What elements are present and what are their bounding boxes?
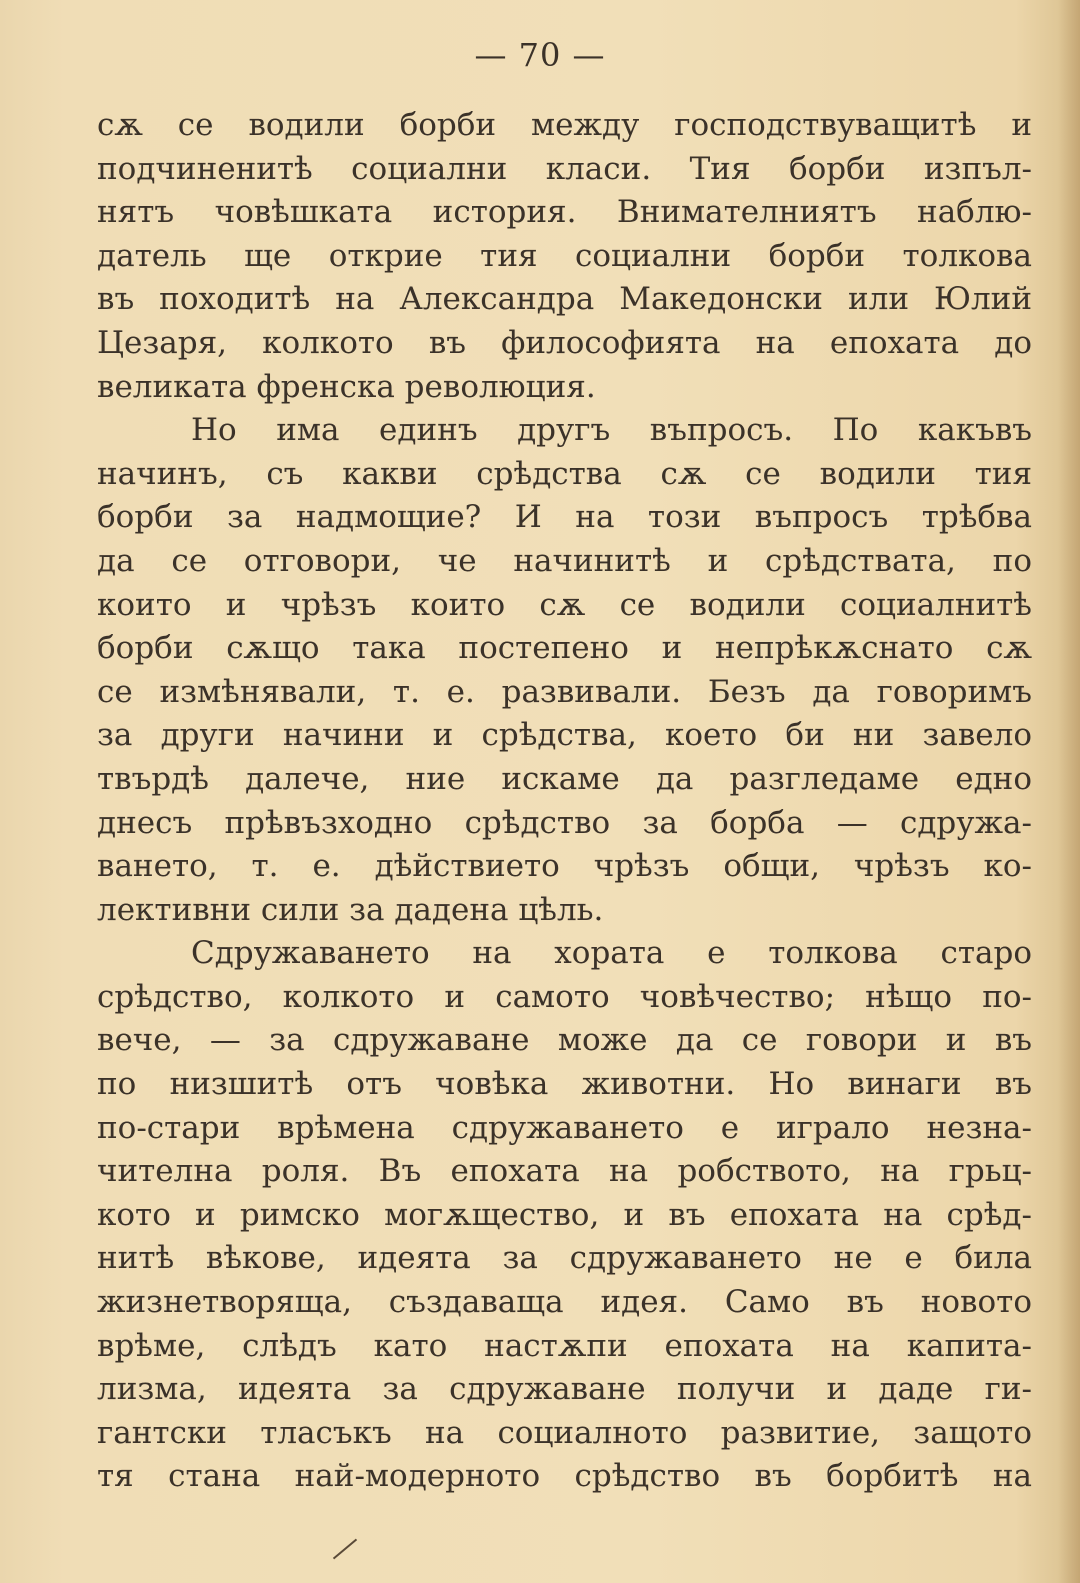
text-segment: нитѣ вѣкове, идеята за сдружаването не е била bbox=[97, 1240, 1032, 1277]
text-segment: великата френска революция. bbox=[97, 368, 596, 405]
text-line bbox=[97, 1150, 1032, 1194]
text-segment: които и чрѣзъ които сѫ се водили социалнитѣ bbox=[97, 586, 1032, 623]
text-segment: чителна роля. Въ епохата на робството, на грьц- bbox=[97, 1153, 1032, 1190]
text-line bbox=[97, 714, 1032, 758]
text-line bbox=[97, 758, 1032, 802]
text-segment: твърдѣ далече, ние искаме да разгледаме едно bbox=[97, 760, 1032, 797]
text-segment: сили за дадена цѣль. bbox=[251, 891, 604, 928]
text-segment: тя стана най-модерното срѣдство въ борбитѣ на bbox=[97, 1458, 1032, 1495]
text-segment: сѫ се водили тия bbox=[621, 455, 1032, 492]
text-segment: днесъ прѣвъзходно срѣдство за борба — bbox=[97, 804, 900, 841]
text-segment: Но има единъ другъ въпросъ. По какъвъ bbox=[191, 412, 1032, 449]
text-line bbox=[97, 845, 1032, 889]
text-line bbox=[97, 322, 1032, 366]
emphasized-text: срѣдства bbox=[476, 455, 622, 492]
body-text bbox=[97, 104, 1032, 1499]
text-line bbox=[97, 1194, 1032, 1238]
text-segment: сѫ се водили борби между господствуващитѣ и bbox=[97, 107, 1032, 143]
text-segment: Сдружаването на хората е толкова старо bbox=[191, 935, 1032, 972]
text-segment: срѣдство, колкото и самото човѣчество; нѣщо по- bbox=[97, 978, 1032, 1015]
text-line bbox=[97, 453, 1032, 497]
text-line bbox=[97, 191, 1032, 235]
emphasized-text: ването bbox=[97, 848, 208, 885]
text-line bbox=[97, 1455, 1032, 1499]
text-line bbox=[97, 976, 1032, 1020]
text-segment: идеята за сдружаване получи и даде ги- bbox=[206, 1371, 1032, 1408]
text-line bbox=[97, 278, 1032, 322]
text-line bbox=[97, 1325, 1032, 1369]
text-line bbox=[97, 1281, 1032, 1325]
text-segment: да се отговори, че начинитѣ и срѣдствата, по bbox=[97, 542, 1032, 579]
emphasized-text: начинъ bbox=[97, 455, 218, 492]
text-line bbox=[97, 235, 1032, 279]
text-line bbox=[97, 1063, 1032, 1107]
text-segment: , съ какви bbox=[217, 455, 477, 492]
text-segment: по-стари врѣмена сдружаването е играло незна- bbox=[97, 1109, 1032, 1146]
text-line bbox=[97, 496, 1032, 540]
text-segment: борби за надмощие? И на този въпросъ трѣбва bbox=[97, 499, 1032, 536]
text-segment: борби сѫщо така постепено и непрѣкѫснато сѫ bbox=[97, 630, 1032, 667]
text-line bbox=[97, 540, 1032, 584]
emphasized-text: жизнетворяща, създаваща bbox=[97, 1284, 564, 1321]
emphasized-text: ко- bbox=[983, 848, 1032, 885]
text-segment: Цезаря, колкото въ философията на епохата до bbox=[97, 324, 1032, 361]
text-line bbox=[97, 1412, 1032, 1456]
emphasized-text: общи bbox=[723, 848, 811, 885]
emphasized-text: капита- bbox=[906, 1327, 1032, 1364]
text-segment: подчиненитѣ социални класи. Тия борби изпъл- bbox=[97, 150, 1032, 187]
text-segment: врѣме, слѣдъ като настѫпи епохата на bbox=[97, 1327, 907, 1364]
text-line bbox=[97, 1237, 1032, 1281]
text-line bbox=[97, 584, 1032, 628]
pencil-mark bbox=[333, 1539, 357, 1560]
text-line bbox=[97, 627, 1032, 671]
text-segment: кото и римско могѫщество, и въ епохата на срѣд- bbox=[97, 1196, 1032, 1233]
text-line bbox=[97, 802, 1032, 846]
text-segment: въ походитѣ на Александра Македонски или Юлий bbox=[97, 281, 1032, 318]
text-line bbox=[97, 1019, 1032, 1063]
text-segment: идея. Само въ новото bbox=[563, 1284, 1032, 1321]
text-line bbox=[97, 1368, 1032, 1412]
emphasized-text: лективни bbox=[97, 891, 252, 928]
emphasized-text: сдружа- bbox=[899, 804, 1032, 841]
text-segment: вече, — за сдружаване може да се говори и въ bbox=[97, 1022, 1032, 1059]
text-segment: по низшитѣ отъ човѣка животни. Но винаги въ bbox=[97, 1066, 1032, 1103]
text-line bbox=[97, 671, 1032, 715]
page-number: — 70 — bbox=[474, 36, 606, 74]
text-segment: нятъ човѣшката история. Внимателниятъ наблю- bbox=[97, 194, 1032, 231]
text-segment: за други начини и срѣдства, което би ни завело bbox=[97, 717, 1032, 754]
emphasized-text: лизма, bbox=[97, 1371, 207, 1408]
text-line bbox=[97, 104, 1032, 148]
text-segment: датель ще открие тия социални борби толкова bbox=[97, 237, 1032, 274]
page-edge-shadow bbox=[1058, 0, 1080, 1583]
text-line bbox=[97, 889, 1032, 933]
text-line bbox=[97, 409, 1032, 453]
text-segment: , чрѣзъ bbox=[810, 848, 984, 885]
text-segment: гантски тласъкъ на социалното развитие, защото bbox=[97, 1414, 1032, 1451]
text-segment: , т. е. дѣйствието чрѣзъ bbox=[207, 848, 724, 885]
text-line bbox=[97, 1107, 1032, 1151]
text-line bbox=[97, 932, 1032, 976]
text-line bbox=[97, 366, 1032, 410]
text-segment: се измѣнявали, т. е. развивали. Безъ да говоримъ bbox=[97, 673, 1032, 710]
text-line bbox=[97, 148, 1032, 192]
